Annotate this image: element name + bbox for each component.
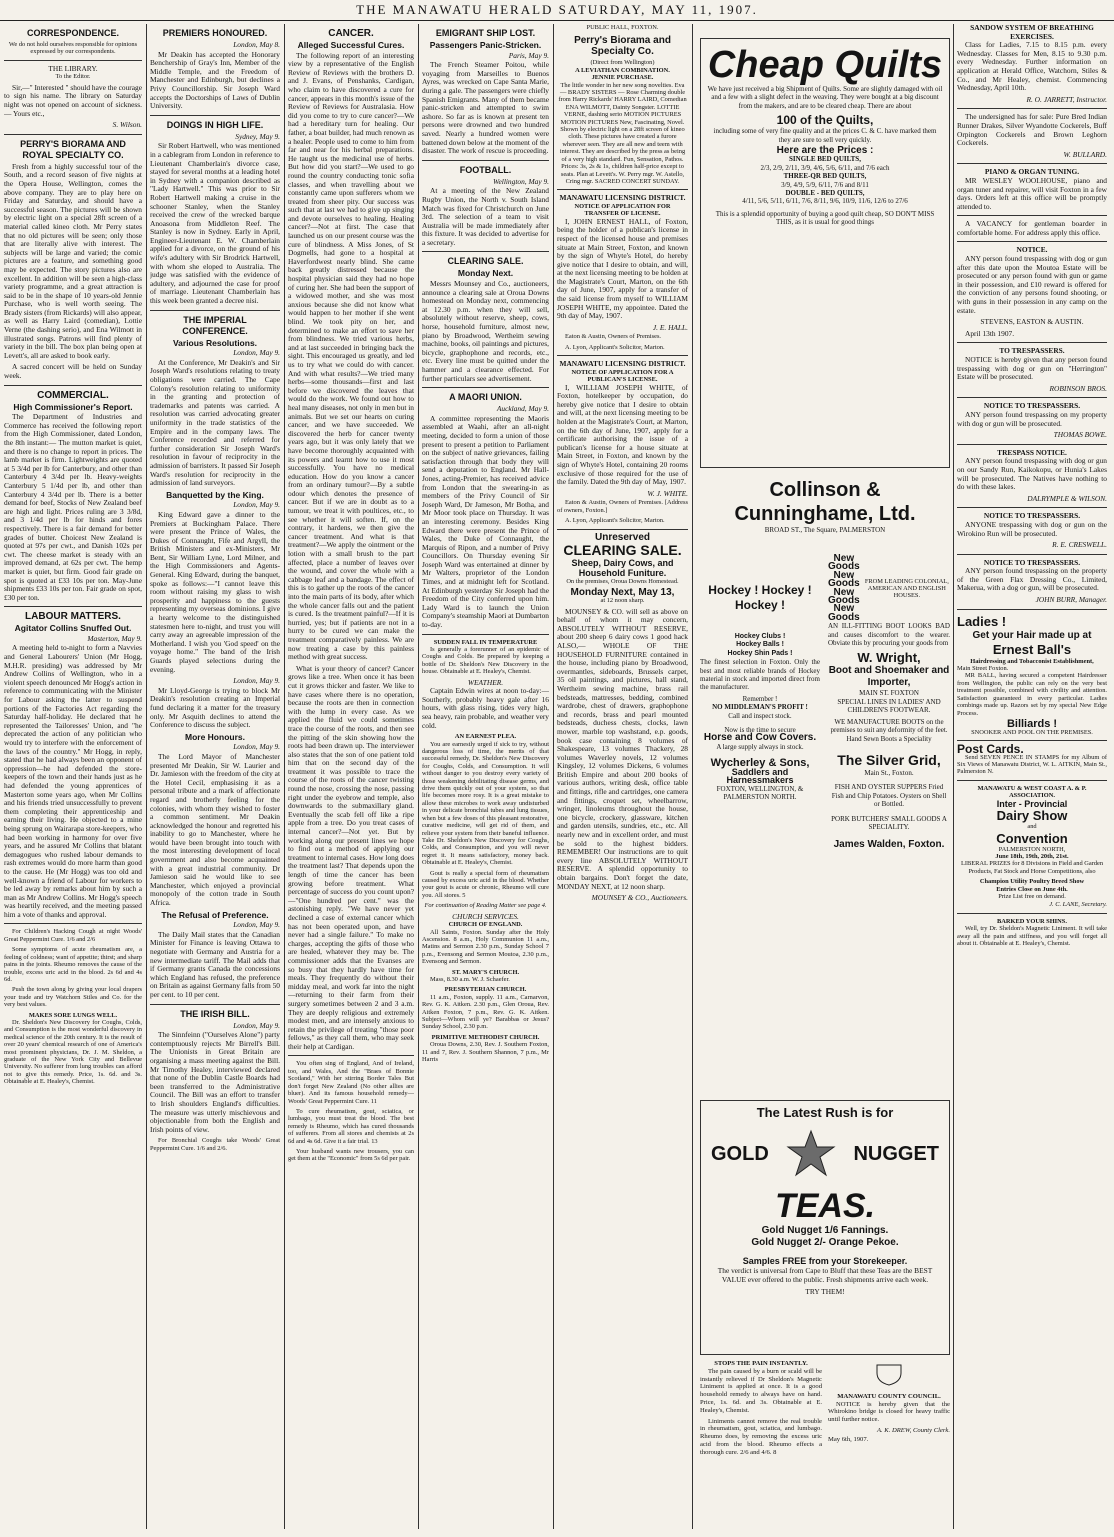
advert-title: Ernest Ball's bbox=[992, 641, 1072, 657]
advert-text: The finest selection in Foxton. Only the best and most reliable brands of Hockey material in stock and imported direct from the manufacturer. bbox=[700, 658, 820, 692]
advert-title: James Walden, Foxton. bbox=[833, 839, 945, 851]
advert-heading: MANAWATU & WEST COAST A. & P. ASSOCIATION. bbox=[977, 784, 1087, 800]
advert-text: You are earnestly urged if sick to try, without dangerous loss of time, the merits of that successful remedy, Dr. Sheldon's New Discovery for Coughs, Colds, and Consumption. It will without danger to you destroy every variety of those weakening debilitating disease germs, and drive them quickly out of your system, so that life becomes more rosy. It is a great mistake to allow these microbes to work away undisturbed in your delicate bronchial tubes and lung tissues, when but a few doses of this pleasant restorative, curative medicine, will get rid of them, and relieve your system from their baneful influence. Take Dr. Sheldon's New Discovery for Coughs, Colds, and Consumption, and you will never regret it. It means satisfactory, money back. Obtainable at E. Healey's, Chemist. bbox=[422, 740, 549, 867]
article-subheading: Various Resolutions. bbox=[172, 337, 258, 348]
section-heading: PREMIERS HONOURED. bbox=[162, 28, 268, 38]
section-heading: DOINGS IN HIGH LIFE. bbox=[166, 119, 264, 130]
notice-signature: A. K. DREW, County Clerk. bbox=[876, 1426, 950, 1434]
advert-text: Now is the time to secure bbox=[724, 726, 796, 735]
advert-text: FISH AND OYSTER SUPPERS Fried Fish and Chip Potatoes. Oysters on Shell or Bottled. bbox=[831, 783, 947, 809]
advert-title: Convention bbox=[996, 830, 1068, 846]
section-heading: CANCER. bbox=[328, 28, 374, 39]
advert-heading: Unreserved bbox=[594, 531, 651, 543]
advert-text: You often sing of England, And of Ireland, too, and Wales, And the "Braes of Bonnie Scotland," With her stirring Border Tales But don't forget New Zealand (No other allies are bluer). And its famous household remedy— Woods' Great Peppermint Cure. 11 bbox=[288, 1060, 414, 1105]
notice-text: NOTICE is hereby given that the Whirokino bridge is closed for heavy traffic until further notice. bbox=[828, 1400, 950, 1424]
notice-date: May 6th, 1907. bbox=[828, 1435, 869, 1443]
church-name: PRESBYTERIAN CHURCH. bbox=[444, 986, 527, 994]
advert-text: A VACANCY for gentleman boarder in comfortable home. For address apply this office. bbox=[957, 219, 1107, 237]
advert-text: MR WESLEY WOOLHOUSE, piano and organ tuner and repairer, will visit Foxton in a few days. Orders left at this office will be promptly attended to. bbox=[957, 175, 1107, 211]
notice-solicitor: A. Lyon, Applicant's Solicitor, Marton. bbox=[565, 343, 665, 351]
notice-heading: NOTICE TO TRESPASSERS. bbox=[983, 511, 1081, 521]
article-body: King Edward gave a dinner to the Premiers at Buckingham Palace. There were present the Prince of Wales, the Dukes of Connaught, Fife and Argyll, the British Ministers and ex-Ministers, Mr Bent, Sir William Lyne, Lord Milner, and the High Commissioners and Agents-General. King Edward, during the banquet, spoke as follows:—"I cannot leave this room without raising my glass to wish prosperity and happiness to the guests representing my overseas dominions. I give a hearty welcome to the distinguished statesmen here to-night, and trust you will carry away an agreeable impression of the Motherland. I wish you 'God speed' on the voyage home." The band of the Irish Guards played selections during the evening. bbox=[150, 509, 280, 674]
advert-signature: MOUNSEY & CO., Auctioneers. bbox=[591, 893, 688, 903]
notice-heading: NOTICE TO TRESPASSERS. bbox=[983, 557, 1081, 567]
notice-sub: NOTICE OF APPLICATION FOR TRANSFER OF LICENSE. bbox=[574, 202, 671, 218]
section-heading: WEATHER. bbox=[467, 677, 504, 687]
stops-pain-advert bbox=[700, 1360, 822, 1528]
dateline: London, May 9. bbox=[233, 348, 280, 358]
price-heading: THREE-QR BED QUILTS, bbox=[783, 172, 867, 181]
notice-text: I, WILLIAM JOSEPH WHITE, of Foxton, hotelkeeper by occupation, do hereby give notice that I desire to obtain and will, at the next licensing meeting to be holden at the Magistrate's Court, at Marton, on the 6th day of June, 1907, apply for a certificate authorising the issue of a publican's license for a house situate at Main Street, in Foxton, and known by the sign of Whyte's Hotel, containing 20 rooms exclusive of those required for the use of the family. Dated the 9th day of May, 1907. bbox=[557, 382, 688, 487]
column-rule bbox=[284, 24, 285, 1529]
article-body: The Daily Mail states that the Canadian Minister for Finance is leaving Ottawa to negotiate with Germany and Austria for a new intermediate tariff. The Mail adds that if Germany grants Canada the concessions which England has refused, the preference on Britain as against Germany falls from 50 per cent. to 10 per cent. bbox=[150, 929, 280, 999]
nugget-emblem-icon bbox=[786, 1129, 836, 1179]
advert-title: Wycherley & Sons, bbox=[710, 757, 810, 770]
advert-text: We have just received a big Shipment of Quilts. Some are slightly damaged with oil and a few with a slight defect in the weaving. They were bought at a big discount from the makers, and are to be cleared cheap. There are about bbox=[707, 85, 943, 110]
continuation-note: For continuation of Reading Matter see page 4. bbox=[424, 902, 547, 910]
advert-text: The little wonder in her new song novelties. Eva — BRADY SISTERS — Rose Charming double from Harry Rickards' HARRY LAIRD, Comedian ENA WILMOTT, Dainty Songster. LOTTIE VERNE, dashing serio MOTION PICTURES MOTION PICTURES New, Fascinating, Novel. Shown by electric light on a 28ft screen of kineo cloth. These pictures have created a furore wherever seen. They are all new and teem with interest. They are described by the press as being of a very high standard. Fun, Sensation, Pathos. Prices: 3s, 2s & 1s, children half-price except to seats. Plan at Levett's. W. Perry mgr. W. Astello, Cring mgr. SACRED CONCERT SUNDAY. bbox=[558, 81, 687, 185]
notice-text: ANY person found trespassing on my property with dog or gun will be prosecuted. bbox=[957, 409, 1107, 428]
advert-address: BROAD ST., The Square, PALMERSTON bbox=[764, 526, 886, 534]
advert-text: MR BALL, having secured a competent Hairdresser from Wellington, the public can rely on the very best treatment possible, combined with civility and attention. Satisfaction guaranteed in every particular. Ladies combings made up. Razors set by my special New Edge Process. bbox=[957, 672, 1107, 717]
article-body: At the Conference, Mr Deakin's and Sir Joseph Ward's resolutions relating to treaty obligations were carried. The Cape Colony's resolution relating to uniformity in the granting and protection of trademarks and patents was carried. A resolution was carried advocating greater uniformity in the trade statistics of the Empire and in the company laws. The Conference recorded and referred for further consideration Sir Joseph Ward's resolution in favour of reciprocity in the admission of barristers. It passed Sir Joseph Ward's resolution for reciprocity in the admission of land surveyors. bbox=[150, 357, 280, 488]
advert-title: TEAS. bbox=[774, 1187, 876, 1225]
dateline: Sydney, May 9. bbox=[235, 131, 280, 141]
advert-text: This is a splendid opportunity of buying a good quilt cheap, SO DON'T MISS THIS, as it is usual for good things bbox=[715, 209, 935, 227]
column-8 bbox=[957, 24, 1107, 1529]
dateline: Paris, May 9. bbox=[508, 50, 549, 60]
price-list: 4/11, 5/6, 5/11, 6/11, 7/6, 8/11, 9/6, 10/9, 11/6, 12/6 to 27/6 bbox=[742, 197, 908, 206]
advert-text: including some of very fine quality and at the prices C. & C. have marked them they are sure to sell very quickly. bbox=[713, 127, 937, 144]
notice-heading: MANAWATU LICENSING DISTRICT. bbox=[559, 193, 686, 203]
notice-signature: THOMAS BOWE. bbox=[1053, 430, 1107, 440]
advert-text: Well, try Dr. Sheldon's Magnetic Liniment. It will take away all the pain and stiffness, and you will forget all about it. Obtainable at E. Healey's, Chemist. bbox=[957, 925, 1107, 947]
section-heading: LABOUR MATTERS. bbox=[25, 611, 121, 623]
letter-body: Sir,—" Interested " should have the courage to sign his name. The library on Saturday night was not opened on account of sickness.— Yours etc., bbox=[4, 82, 142, 118]
advert-subheading: Monday Next, May 13, bbox=[570, 586, 675, 598]
advert-title: Collinson & bbox=[769, 479, 881, 501]
church-times: All Saints, Foxton. Sunday after the Holy Ascension. 8 a.m., Holy Communion 11 a.m., Matins and Sermon 2.30 p.m., Sunday School 7 p.m., Evensong and Sermon Moutoa, 2.30 p.m., Evensong and Sermon. bbox=[422, 928, 549, 966]
advert-text: LIBERAL PRIZES for 8 Divisions in Field and Garden Products, Fat Stock and Horse Competitions, also bbox=[960, 860, 1104, 875]
advert-subheading: Gold Nugget 1/6 Fannings. bbox=[761, 1225, 889, 1236]
column-2 bbox=[150, 24, 280, 1529]
advert-title: Ladies ! bbox=[957, 613, 1007, 629]
advert-text: SNOOKER AND POOL ON THE PREMISES. bbox=[971, 728, 1093, 736]
article-subheading: Alleged Successful Cures. bbox=[297, 40, 405, 50]
notice-signature: R. E. CRESWELL. bbox=[1052, 540, 1107, 550]
article-subheading: High Commissioner's Report. bbox=[13, 401, 133, 412]
advert-item: Hockey Shin Pads ! bbox=[727, 649, 793, 657]
section-heading: FOOTBALL. bbox=[459, 164, 512, 175]
section-heading: CORRESPONDENCE. bbox=[26, 28, 119, 38]
advert-heading: MAKES SORE LUNGS WELL. bbox=[28, 1011, 118, 1019]
advert-signature: R. O. JARRETT, Instructor. bbox=[1026, 94, 1107, 104]
masthead: THE MANAWATU HERALD SATURDAY, MAY 11, 1907. bbox=[0, 0, 1114, 21]
advert-text: PALMERSTON NORTH, bbox=[998, 845, 1066, 853]
advert-text: Entries Close on June 4th. bbox=[996, 885, 1068, 893]
advert-text: and bbox=[1027, 823, 1037, 831]
advert-heading: SANDOW SYSTEM OF BREATHING EXERCISES. bbox=[970, 24, 1094, 41]
notice-text: ANY person found trespassing on the property of the Green Flax Dressing Co., Limited, Makerua, with a dog or gun, will be prosecuted. bbox=[957, 566, 1107, 593]
notice-heading: MANAWATU LICENSING DISTRICT. bbox=[559, 359, 686, 369]
dateline: London, May 9. bbox=[233, 920, 280, 930]
dateline: Masterton, May 9. bbox=[87, 633, 142, 643]
article-subheading: Passengers Panic-Stricken. bbox=[429, 40, 542, 50]
advert-text: The undersigned has for sale: Pure Bred Indian Runner Drakes, Silver Wyandotte Cockerels, Buff Orpington Cockerels and Brown Leghorn Cockerels. bbox=[957, 112, 1107, 148]
advert-text: Hand Sewn Boots a Speciality bbox=[846, 734, 932, 743]
advert-text: MOUNSEY & CO. will sell as above on behalf of whom it may concern, ABSOLUTELY WITHOUT RESERVE, about 200 sheep 6 dairy cows 1 good hack ALSO,— WHOLE OF THE HOUSEHOLD FURNITURE contained in the house, including piano by Broadwood, overmantles, sideboards, Brussels carpet, 35 oil paintings, and pictures, hall stand, Wertheim sewing machine, brass rail bedsteads, mattresses, bedding, combined wardrobe, chest of drawers, graphophone and records, brass and pearl mounted bedsteads, duchess chests, clocks, lawn mower, marble top washstand, e.p. goods, book case containing 8 volumes of Shakespeare, 13 volumes Thackery, 28 volumes Waverley novels, 12 volumes Kingsley, 12 volumes Dickens, 6 volumes British Empire and about 200 books of various authors, writing desk, office table and fittings, rifle and cartridges, one camera and fittings, croquet set, wheelbarrow, wringer, linoleums throughout the house, one bicycle, crockery, glassware, kitchen and garden utensils, sundries, etc., etc. All nearly new and in excellent order, and must be sold to the highest bidders. REMEMBER! Our instructions are to quit every line ABSOLUTELY WITHOUT RESERVE. A splendid opportunity to obtain bargains. Don't forget the date, MONDAY NEXT, at 12 noon sharp. bbox=[557, 606, 688, 891]
column-5 bbox=[557, 24, 688, 1529]
advert-text: On the premises, Oroua Downs Homestead. bbox=[566, 578, 679, 586]
church-times: Mass, 8.30 a.m. W. J. Schaefer. bbox=[430, 976, 510, 983]
advert-title: W. Wright, bbox=[857, 650, 921, 666]
article-body: Fresh from a highly successful tour of the South, and a record season of five nights at the Opera House, Wellington, comes the above company. They are to play here on Friday and Saturday, and should have a successful season. The pictures will be shown by electric light on a special 28ft screen of a material called kineo cloth. Mr Perry states that no old pictures will be seen; only those that are literally alive with interest. The subjects will be large and varied; the comic pictures are a feature, and something good may be expected. The story pictures also are excellent. In addition will be seen a high-class variety programme, and a great attraction is said to be in the shape of 10 years-old Jennie Purchase, who is well worth seeing. The Brady sisters (from Rickards) will also appear, as well as Harry Laird (comedian), Lottie Verne (the dashing serio), and Ena Wilmott in illustrated songs. Patrons will find plenty of variety in the bill. The box plan being open at Levett's, all are asked to book early. bbox=[4, 161, 142, 360]
advert-sub: A LEVIATHAN COMBINATION. bbox=[575, 66, 670, 74]
advert-text: Class for Ladies, 7.15 to 8.15 p.m. every Wednesday. Classes for Men, 8.15 to 9.30 p.m. every Wednesday. Further information on application at Herald Office, Watchorn, Stiles & Co., and Mr Healey, chemist. Commencing Wednesday, April 10th. bbox=[957, 40, 1107, 93]
article-body: The Department of Industries and Commerce has received the following report from the High Commissioner, dated London, the 8th instant:— The mutton market is quiet, and there is no change to report in prices. The lamb market is firm. Lightweights are quoted at 5 3/4d per lb for Canterbury, and other than Canterbury 4 3/4d per lb. Heavy-weights Canterbury 5 1/4d per lb, and other than Canterbury 4 3/4d per lb. There is a better demand for beef, Stocks of New Zealand beef are high and light. Prices ruling are 3 3/8d, and 3 1/4d per lb for hinds and fores respectively. There is a fair demand for better grades of butter. Choicest New Zealand is quoted at 97s per cwt., and Danish 102s per cwt. The cheese market is steady with an improved demand, at 62s per cwt. The hemp market is quiet, but firm. Good fair grade on spot is quoted at £33 10s per ton. May-June shipments £33 10s per ton. Fair grade on spot, £30 per ton. bbox=[4, 412, 142, 602]
price-list: 2/3, 2/9, 2/11, 3/9, 4/6, 5/6, 6/11, and 7/6 each bbox=[760, 163, 890, 172]
gold-nugget-advert bbox=[700, 1100, 950, 1355]
advert-sub: (Direct from Wellington) bbox=[590, 59, 655, 67]
article-subheading: Agitator Collins Snuffed Out. bbox=[14, 623, 132, 634]
section-heading: A MAORI UNION. bbox=[449, 392, 522, 403]
advert-subheading: Here are the Prices : bbox=[776, 145, 874, 157]
advert-subheading: Sheep, Dairy Cows, and Household Funiture. bbox=[571, 558, 674, 579]
quilts-advert bbox=[700, 38, 950, 468]
notice-signature: ROBINSON BROS. bbox=[1049, 383, 1107, 393]
dateline: London, May 9. bbox=[233, 500, 280, 510]
advert-text: Your husband wants new trousers, you can get them at the "Economic" from 5s 6d per pair. bbox=[288, 1147, 414, 1163]
column-rule bbox=[953, 24, 954, 1529]
advert-title: New Goods bbox=[828, 569, 860, 590]
price-heading: SINGLE BED QUILTS, bbox=[789, 155, 861, 164]
price-list: 3/9, 4/9, 5/9, 6/11, 7/6 and 8/11 bbox=[781, 180, 869, 189]
article-body: A committee representing the Maoris assembled at Waahi, after an all-night meeting, decided to form a union of those present to present a petition to Parliament on the subject of native grievances, failing satisfaction through that body they will send a deputation to England. Mr Hall-Jones, acting-Premier, has received advice from London that the swearing-in as members of the Privy Council of Sir Joseph Ward, Dr Jameson, Mr Botha, and Mr Moor took place on Thursday. It was an interesting ceremony. Besides King Edward there were present the Prince of Wales, the Duke of Connaught, the Marquis of Ripon, and a number of Privy Councillors. On Thursday evening Sir Joseph Ward was entertained at dinner by Mr Walters, proprietor of the London Times, and at midnight left for Scotland. At Edinburgh yesterday Sir Joseph had the Freedom of the City conferred upon him. Lady Ward is to launch the Union Company's steamship Maori at Dumbarton to-day. bbox=[422, 413, 549, 630]
church-name: PRIMITIVE METHODIST CHURCH. bbox=[431, 1033, 540, 1041]
article-heading: THE LIBRARY. bbox=[48, 63, 98, 73]
advert-text: SPECIAL LINES IN LADIES' AND CHILDREN'S FOOTWEAR. bbox=[837, 697, 941, 715]
notice-signature: W. J. WHITE. bbox=[647, 488, 688, 498]
section-heading: COMMERCIAL. bbox=[37, 389, 109, 401]
advert-text: A large supply always in stock. bbox=[716, 742, 804, 751]
advert-title: The Silver Grid, bbox=[837, 751, 941, 768]
dateline: Auckland, May 9. bbox=[496, 404, 549, 414]
advert-title: The Latest Rush is for bbox=[756, 1105, 894, 1120]
church-name: ST. MARY'S CHURCH. bbox=[451, 968, 520, 976]
notice-heading: NOTICE. bbox=[1016, 245, 1048, 255]
notice-sub: NOTICE OF APPLICATION FOR A PUBLICAN'S LICENSE. bbox=[571, 368, 674, 384]
advert-title: Hockey ! Hockey ! bbox=[708, 583, 812, 597]
dateline: London, May 9. bbox=[233, 676, 280, 686]
advert-subheading: Inter - Provincial bbox=[996, 798, 1068, 809]
letter-signature: S. Wilson. bbox=[112, 120, 142, 130]
hockey-advert bbox=[700, 555, 820, 885]
advert-text: Champion Utility Poultry Breed Show bbox=[979, 878, 1085, 886]
church-times: 11 a.m., Foxton, supply. 11 a.m., Carnarvon, Rev. G. K. Aitken. 2.30 p.m., Glen Oroua, Rev. Aitken Foxton, 7 p.m., Rev. G. K. Aitken. Subject—Whom will ye? Barabbas or Jesus? Sunday School, 2.30 p.m. bbox=[422, 993, 549, 1031]
notice-heading: NOTICE TO TRESPASSERS. bbox=[983, 401, 1081, 411]
article-body: At a meeting of the New Zealand Rugby Union, the North v. South Island Match was fixed for Christchurch on June 3rd. The selection of a team to visit Australia will be made immediately after this fixture. It was decided to advertise for a secretary. bbox=[422, 186, 549, 247]
advert-title: Dairy Show bbox=[996, 808, 1068, 824]
advert-subheading: Get your Hair made up at bbox=[972, 629, 1092, 641]
advert-text: For Bronchial Coughs take Woods' Great Peppermint Cure. 1/6 and 2/6. bbox=[150, 1137, 280, 1152]
notice-heading: TRESPASS NOTICE. bbox=[997, 447, 1067, 457]
article-body: Captain Edwin wires at noon to-day:— Southerly, probably heavy gale after 16 hours, with glass rising, tides very high, sea heavy, rain probable, and weather very cold. bbox=[422, 686, 549, 730]
column-rule bbox=[418, 24, 419, 1529]
advert-text: Dr. Sheldon's New Discovery for Coughs, Colds, and Consumption is the most wonderful discovery in medical science of the 20th century. It is the result of over 20 years' chemical research of one of America's most prominent physicians, Dr. J. M. Sheldon, a graduate of the New York City and Bellevue University. No sufferer from lung troubles can afford not to give this remedy. Price, 1s. 6d. and 3s. Obtainable at E. Healey's, Chemist. bbox=[4, 1018, 142, 1086]
notice-heading: MANAWATU COUNTY COUNCIL. bbox=[837, 1392, 941, 1400]
dateline: London, May 8. bbox=[233, 40, 280, 49]
advert-signature: J. C. LANE, Secretary. bbox=[1049, 901, 1107, 909]
venue: PUBLIC HALL, FOXTON. bbox=[586, 24, 659, 31]
advert-text: WE MANUFACTURE BOOTS on the premises to suit any deformity of the feet. bbox=[830, 717, 948, 735]
church-name: CHURCH OF ENGLAND. bbox=[448, 921, 523, 929]
advert-heading: STOPS THE PAIN INSTANTLY. bbox=[714, 1360, 808, 1367]
advert-text: NO MIDDLEMAN'S PROFIT ! bbox=[712, 703, 808, 712]
article-body: Sir Robert Hartwell, who was mentioned in a cablegram from London in reference to Lieutenant Chamberlain's divorce case, stayed for several months at a leading hotel in Sydney with a companion described as "Lady Hartwell." This was prior to Sir Robert Hartwell making a cruise in the schooner Stanley, when the Stanley received the crew of the wrecked barque Anoasona from Middleton Reef. The Stanley is now in Sydney. Early in April, Engineer-Lieutenant E. W. Chamberlain applied for a divorce, on the ground of his wife's adultery with Sir Brodrick Hartwell, with whom she eloped to Australia. The judge was satisfied with the evidence of adultery, and adjourned the case for proof of marriage. Lieutenant Chamberlain has this week been granted a decree nisi. bbox=[150, 141, 280, 306]
notice-date: April 13th 1907. bbox=[965, 328, 1015, 338]
new-goods-advert bbox=[828, 555, 950, 885]
article-subheading: More Honours. bbox=[185, 731, 245, 742]
notice-text: NOTICE is hereby given that any person found trespassing with dog or gun on "Herrington" Estate will be prosecuted. bbox=[957, 355, 1107, 382]
article-body: What is your theory of cancer? Cancer grows like a tree. When once it has been cut it grows thicker and faster. We like to have cases where there is no operation, because the roots are then in connection with the lump in every case. As we applied the fluid we could sometimes trace the course of the roots, and then see the pitting of the skin showing how the roots had been drawn up. The interviewer also states that the son of one patient told him that on the second day of the treatment it was possible to trace the course of the roots of the cancer twisting round the nose, crossing the nose, passing right under the eyebrow and temple, also downwards to the submaxillary gland. Eventually the scab fell off like a ripe apple from a tree. Do you treat cases of internal cancer?—Not yet. But by working along our present lines we hope to find out a method of applying our treatment to internal cases. How long does the treatment last? That depends upon the length of time the cancer has been growing before treatment. What percentage of success do you count upon?—"One hundred per cent." was the astonishing reply. "We have never yet declined a case of external cancer which has not been operated upon, and have never had a single failure." To make no charges, accepting the gifts of those who are healed, whatever they may be. The commissioner adds that the Evanses are so busy that they hardly have time for meals. They frequently do without their midday meal, and work far into the night—returning to their farm from their surgery sometimes between 2 and 3 a.m. They are deeply religious and extremely modest men, and are intensely anxious to retain the privilege of treating "those poor fellows," as they call them, who may seek their help at Cardigan. bbox=[288, 663, 414, 1051]
advert-heading: PIANO & ORGAN TUNING. bbox=[984, 167, 1080, 177]
section-heading: EMIGRANT SHIP LOST. bbox=[435, 28, 536, 38]
article-body: The following report of an interesting view by a representative of the English Review of Reviews with the brothers D. and J. Evans, of Penshanks, Cardigan, who claim to have discovered a cure for cancer, appears in this month's issue of the Review of Reviews for Australasia. How did you come to try to cure cancer?—We had a hereditary turn for healing. Our father, a boat builder, had much renown as a healer. People used to come to him from far and near for his herbal preparations. He taught us the medicinal use of herbs. But how did you start?—We used to go round the country conducting tonic sofia classes, and when travelling about we constantly came upon sufferers whom we treated from sheer pity. Our success was such that at last we had to give up singing and devote ourselves to healing. Healing cancer?—Not at first. The case that launched us on our present course was the cure of blindness. A Miss Jones, of St Dogmells, had gone to a hospital at Haverfordwest nearly blind. She came back greatly distressed because the hospital physician said they had no hope of curing her. She had been the support of a widowed mother, and she was most anxious because she did not know what would happen to her mother if she went blind. We took pity on her, and determined to make an effort to save her from blindness. We tried various herbs, and at last succeeded in bringing back the sight. This encouraged us greatly, and led us to try what we could do with cancer. And with what results?—We tried many herbs—some thousands—first and last before we discovered the leaves that would do the work. We found out how to heal many diseases, not only in men but in animals. But we set our hearts on curing cancer, and we have succeeded. We discovered the herb for cancer twenty years ago, but it was only lately that we have become thoroughly acquainted with its powers and learnt how to use it most successfully. You have no medical education. How do you know a cancer from an ordinary tumour?—By a subtle odour which denotes the presence of cancer. But if we are in doubt as to a tumour, we treat it with poultices, etc., to see whether it will soften. If, on the contrary, it hardens, we then give the cancer treatment. And what is that treatment?—We apply the ointment or the lotion with a small brush to the part affected, place a number of leaves over the wound, and cover the whole with a cabbage leaf and a bandage. The effect of this is to gather up the roots of the cancer into the main parts of its body, after which the whole cancer falls out and the patient is cured. Is the treatment painful?—If it is hurried, yes; but if patients are not in a hurry to be cured we can make the treatment comparatively painless. We are now treating a case by this painless method with great success. bbox=[288, 50, 414, 662]
price-heading: DOUBLE - BED QUILTS, bbox=[785, 189, 865, 198]
advert-highlight: 100 of the Quilts, bbox=[776, 113, 874, 128]
dateline: Wellington, May 9. bbox=[493, 176, 549, 186]
advert-address: MAIN ST. FOXTON bbox=[859, 689, 919, 698]
advert-text: For Children's Hacking Cough at night Woods' Great Peppermint Cure. 1/6 and 2/6 bbox=[4, 928, 142, 943]
column-rule bbox=[553, 24, 554, 1529]
advert-item: Hockey Clubs ! bbox=[734, 633, 786, 640]
letter-salutation: To the Editor. bbox=[55, 73, 91, 81]
advert-address: Main St., Foxton. bbox=[864, 768, 914, 777]
advert-text: Remember ! bbox=[742, 694, 778, 703]
section-heading: CHURCH SERVICES. bbox=[452, 911, 519, 921]
notice-solicitor: A. Lyon, Applicant's Solicitor, Marton. bbox=[565, 517, 665, 525]
article-body: Mr Lloyd-George is trying to block Mr Deakin's resolution creating an Imperial fund declaring it a matter for the treasury only. Mr Asquith declines to attend the Conference to discuss the subject. bbox=[150, 685, 280, 730]
advert-text: Is generally a forerunner of an epidemic of Coughs and Colds. Be prepared by keeping a bottle of Dr. Sheldon's New Discovery in the house. Obtainable at E. Healey's, Chemist. bbox=[422, 646, 549, 676]
advert-text: To cure rheumatism, gout, sciatica, or lumbago, you must treat the blood. The best remedy is Rheumo, which has cured thousands of sufferers. From all stores and chemists at 2s 6d and 4s 6d. Give it a fair trial. 13 bbox=[288, 1107, 414, 1145]
article-subheading: Monday Next. bbox=[457, 268, 514, 279]
article-body: The Sinnfeinn ("Ourselves Alone") party contemptuously rejects Mr Birrell's Bill. The Unionists in Great Britain are organising a mass meeting against the Bill. Mr Timothy Healey, interviewed declared that none of the Dublin Castle Boards had been transferred to the Administrative Council. The Bill was an effort to transfer to Irish shoulders England's difficulties. The measure was utterly mischievous and objectionable from both the English and Irish points of view. bbox=[150, 1030, 280, 1134]
advert-text: FROM LEADING COLONIAL, AMERICAN AND ENGLISH HOUSES. bbox=[864, 577, 949, 600]
notice-signature: DALRYMPLE & WILSON. bbox=[1027, 493, 1107, 503]
advert-text: Push the town along by giving your local drapers your trade and try Watchorn Stiles and Co. for the very best values. bbox=[4, 986, 142, 1009]
column-rule bbox=[146, 24, 147, 1529]
advert-heading: CLEARING SALE. bbox=[563, 542, 682, 559]
advert-title: Post Cards. bbox=[957, 741, 1024, 756]
advert-text: AN ILL-FITTING BOOT LOOKS BAD and causes discomfort to the wearer. Obviate this by procuring your goods from bbox=[828, 622, 950, 648]
council-notice bbox=[828, 1360, 950, 1528]
notice-signature: J. E. HALL. bbox=[652, 322, 688, 332]
notice-heading: TO TRESPASSERS. bbox=[999, 346, 1065, 356]
advert-item: Hockey Balls ! bbox=[736, 641, 784, 649]
notice-owners: Eaton & Austin, Owners of Premises. [Address of owners, Foxton.] bbox=[557, 499, 688, 514]
section-heading: THE IRISH BILL. bbox=[180, 1008, 250, 1019]
advert-title: Cunninghame, Ltd. bbox=[734, 503, 916, 525]
section-heading: CLEARING SALE. bbox=[447, 256, 524, 267]
section-heading: THE IMPERIAL CONFERENCE. bbox=[182, 314, 248, 336]
article-body: The Lord Mayor of Manchester presented Mr Deakin, Sir W. Laurier and Dr. Jamieson with the freedom of the city at the Hotel Cecil, emphasising it as a personal tribute and a mark of affectionate regard and brotherly feeling for the colonies, with whom they wished to foster a common sentiment. Mr Deakin acknowledged the honour and regretted his inability to go to Manchester, where he would have been brought into touch with the most interesting development of local government and also become acquainted with a great industrial community. Dr Jamieson said he would like to see Manchester, which enjoyed a provincial monopoly of the cotton trade in South Africa. bbox=[150, 751, 280, 908]
church-times: Oroua Downs, 2.30, Rev. J. Southern Foxton, 11 and 7, Rev. J. Southern Shannon, 7 p.m., Mr Harris bbox=[422, 1041, 549, 1064]
article-body: Mr Deakin has accepted the Honorary Benchership of Gray's Inn, Member of the Middle Temple, and the Freedom of Manchester and Edinburgh, but declines a Privy Councillorship. Sir Joseph Ward accepts the Doctorships of Laws of Dublin University. bbox=[150, 49, 280, 111]
advert-heading: AN EARNEST PLEA. bbox=[454, 733, 517, 741]
article-subheading: The Refusal of Preference. bbox=[161, 909, 269, 920]
dateline: London, May 9. bbox=[233, 1020, 280, 1030]
advert-text: Send SEVEN PENCE IN STAMPS for my Album of Six Views of Manawatu District, W. L. AITKIN, Main St., Palmerston N. bbox=[957, 753, 1107, 776]
advert-sub: JENNIE PURCHASE. bbox=[591, 74, 654, 82]
notice-text: ANY person found trespassing with dog or gun after this date upon the Moutoa Estate will be prosecuted or any person found with gun or game in their possession, and £10 reward is offered for the conviction of any persons found shooting, or with guns in their possession in any camp on the estate. bbox=[957, 254, 1107, 315]
advert-title: New Goods bbox=[828, 603, 860, 623]
advert-text: Hairdressing and Tobacconist Establishment, bbox=[970, 657, 1094, 665]
column-rule bbox=[692, 24, 693, 1529]
advert-text: The verdict is universal from Cape to Bluff that these Teas are the BEST VALUE ever offered to the public. Fresh shipments arrive each week. bbox=[717, 1266, 933, 1284]
column-3 bbox=[288, 24, 414, 1529]
advert-text: Prize List free on demand. bbox=[998, 892, 1066, 900]
article-body: The French Steamer Poitou, while voyaging from Marseilles to Buenos Ayres, was wrecked on Cape Santa Marie, during a gale. The passengers were chiefly Spanish Emigrants. Many of them became panic-stricken and attempted to swim ashore. So far as is known at present ten persons were drowned and two hundred saved. Nearly a hundred women were battened down below at the moment of the disaster. The work of rescue is proceeding. bbox=[422, 60, 549, 156]
advert-text: TRY THEM! bbox=[805, 1287, 845, 1296]
notice-owners: Eaton & Austin, Owners of Premises. bbox=[565, 333, 662, 341]
notice-text: ANYONE trespassing with dog or gun on the Wirokino Run will be prosecuted. bbox=[957, 519, 1107, 538]
advert-word: NUGGET bbox=[853, 1142, 939, 1165]
advert-heading: BARKED YOUR SHINS. bbox=[997, 917, 1067, 925]
notice-text: ANY person found trespassing with dog or gun on our Sandy Run, Kaikokopu, or Hunia's Lakes will be prosecuted. The Natives have nothing to do with these lakes. bbox=[957, 456, 1107, 492]
notice-text: I, JOHN ERNEST HALL, of Foxton, being the holder of a publican's license in respect of the licensed house and premises situate at Main Street, Foxton, and known by the sign of Whyte's Hotel, do hereby give notice that I desire to obtain, and will, at the next licensing meeting to be holden at the Magistrate's Court, Marton, on the 6th day of June, 1907, apply for a transfer of the said license from myself to WILLIAM JOSEPH WHITE, my appointee. Dated the 9th day of May, 1907. bbox=[557, 216, 688, 321]
advert-text: PORK BUTCHERS' SMALL GOODS A SPECIALITY. bbox=[831, 814, 947, 831]
article-body: A meeting held to-night to form a Navvies and General Labourers' Union (Mr Hogg, M.H.R. presiding) was addressed by Mr Andrew Collins of Wellington, who in a violent speech denounced Mr Hogg's action in reference to communicating with the Minister for Labour asking the latter to suspend portions of the Factories Act regarding the Saturday half-holiday. He declared that he represented the Tailoresses' Union, and "he deprecated the action of any politician who would try to interfere with the enforcement of the laws of the country." Mr Hogg, in reply, stated that he had always been an opponent of oppression—he had defended the store-keepers of the town and their hands just as he had defended the young apprentices of Masterton some years ago, when Mr Collins and his friends tried unsuccessfully to prevent them completing their apprenticeship and earning their living. He objected to a mine being sprung on Wairarapa store-keepers, who had been working in harmony for over five years, and he assured Mr Collins that blatant demagogues who rushed labour demands to rash extremes would do more harm than good to the cause. He (Mr Hogg) was too old and well-known a friend of Labour for workers to be led away by remarks about him by such a man as Mr Andrew Collins. Mr Hogg's speech was heartily received, and the meeting passed him a vote of thanks and approval. bbox=[4, 643, 142, 919]
advert-title: Hockey ! bbox=[734, 598, 786, 612]
notice-signature: STEVENS, EASTON & AUSTIN. bbox=[980, 317, 1084, 327]
advert-subheading: Boot and Shoemaker and Importer, bbox=[828, 665, 950, 689]
advert-title: Billiards ! bbox=[1006, 717, 1058, 730]
advert-subheading: Samples FREE from your Storekeeper. bbox=[742, 1256, 908, 1266]
advert-word: GOLD bbox=[711, 1142, 769, 1165]
advert-text: Some symptoms of acute rheumatism are, a feeling of coldness; want of appetite; thirst; and sharp pains in the joints. Rheumo removes the cause of the trouble, excess uric acid in the blood. 2s 6d and 4s 6d. bbox=[4, 946, 142, 983]
dateline: London, May 9. bbox=[233, 742, 280, 752]
article-body: A sacred concert will be held on Sunday week. bbox=[4, 362, 142, 381]
advert-item: Horse and Cow Covers. bbox=[703, 732, 817, 744]
editor-note: We do not hold ourselves responsible for opinions expressed by our correspondents. bbox=[8, 41, 138, 56]
advert-subheading: Gold Nugget 2/- Orange Pekoe. bbox=[751, 1237, 899, 1248]
advert-text: Liniments cannot remove the real trouble in rheumatism, gout, sciatica, and lumbago. Rheumo does, by removing the excess uric acid from the blood. Rheumo effects a thorough cure. 2/6 and 4/6. 8 bbox=[700, 1417, 822, 1456]
advert-text: June 18th, 19th, 20th, 21st. bbox=[995, 852, 1069, 860]
advert-text: Call and inspect stock. bbox=[728, 711, 792, 720]
advert-title: New Goods bbox=[828, 586, 860, 607]
advert-address: Main Street Foxton. bbox=[957, 665, 1009, 673]
article-body: Messrs Mounsey and Co., auctioneers, announce a clearing sale at Oroua Downs homestead on Monday next, commencing at 12.30 p.m. when they will sell, absolutely without reserve, sheep, cows, horse, household furniture, almost new, piano by Broadwood, Wertheim sewing machine, books, oil paintings and pictures, bicycle, graphophone and records, etc., etc. Every line must be quitted under the hammer and a clearance effected. For further particulars see advertisement. bbox=[422, 279, 549, 383]
advert-signature: W. BULLARD. bbox=[1063, 149, 1107, 159]
column-4 bbox=[422, 24, 549, 1529]
advert-title: Cheap Quilts bbox=[707, 44, 943, 86]
column-1 bbox=[4, 24, 142, 1529]
advert-text: at 12 noon sharp. bbox=[600, 597, 645, 605]
advert-text: The pain caused by a burn or scald will be instantly relieved if Dr Sheldon's Magnetic Liniment is applied at once. It is a good household remedy to always have on hand. Price, 1s. 6d. and 3s. Obtainable at E. Healey's, Chemist. bbox=[700, 1367, 822, 1414]
article-subheading: Banquetted by the King. bbox=[166, 489, 264, 500]
crest-icon bbox=[828, 1362, 950, 1389]
advert-subheading: Saddlers and Harnessmakers bbox=[726, 766, 794, 786]
advert-heading: Perry's Biorama and Specialty Co. bbox=[574, 35, 671, 58]
article-heading: PERRY'S BIORAMA AND ROYAL SPECIALTY CO. bbox=[20, 138, 126, 160]
advert-title: New Goods bbox=[828, 553, 860, 573]
advert-address: FOXTON, WELLINGTON, & PALMERSTON NORTH. bbox=[716, 784, 804, 801]
advert-heading: SUDDEN FALL IN TEMPERATURE bbox=[433, 638, 538, 646]
collinson-advert bbox=[700, 478, 950, 548]
advert-text: Gout is really a special form of rheumatism caused by excess uric acid in the blood. Whether your gout is acute or chronic, Rheumo will cure you. All stores. 5 bbox=[422, 869, 549, 899]
notice-signature: JOHN BURR, Manager. bbox=[1035, 595, 1107, 605]
